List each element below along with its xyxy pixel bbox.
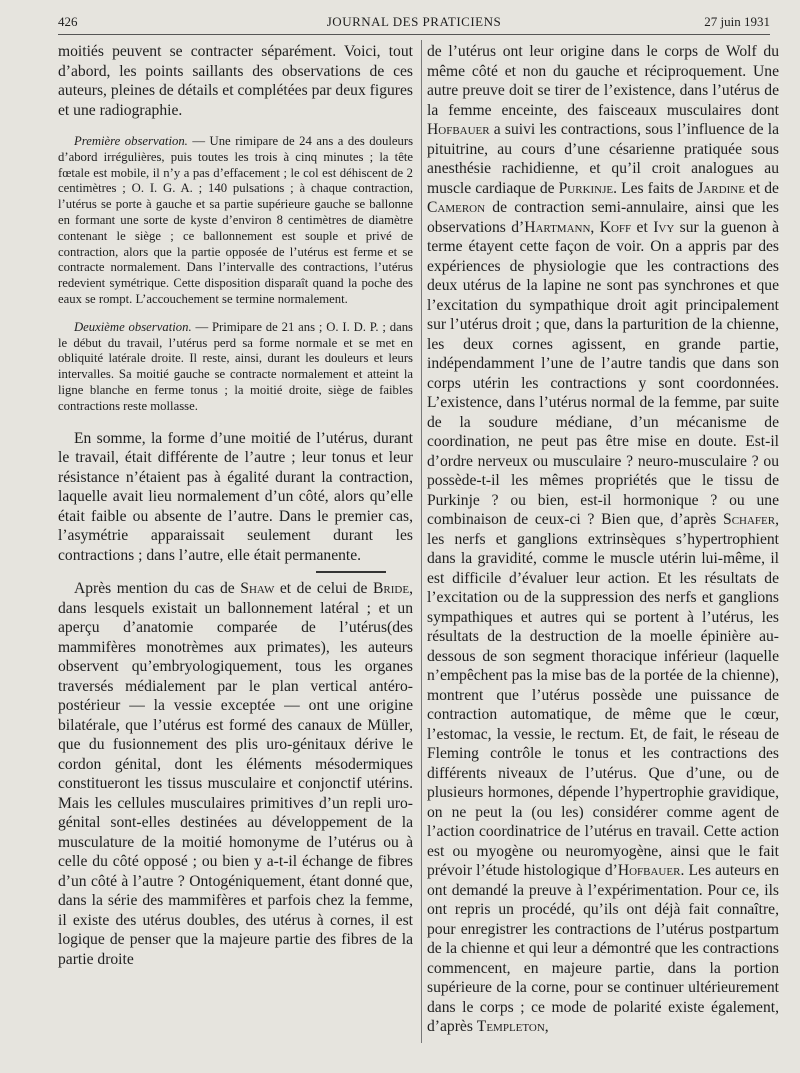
paragraph-continued: de l’utérus ont leur origine dans le corps de Wolf du même côté et non du gauche et réciproquement. Une autre preuve doit se tirer de l’existence, dans l’utérus de la femme enceinte, des faisceaux musculaires dont Hofbauer a suivi les contractions, sous l’influence de la pituitrine, au cours d’une césarienne pratiquée sous anesthésie rachidienne, et qu’il croit analogues au muscle cardiaque de Purkinje. Les faits de Jardine et de Cameron de contraction semi-annulaire, ainsi que les observations d’Hartmann, Koff et Ivy sur la guenon à terme étayent cette façon de voir. On a appris par des expériences de physiologie que les contractions des deux utérus de la lapine ne sont pas synchrones et que l’excitation du sympathique droit agit principalement sur l’utérus droit ; que, dans la parturition de la chienne, les deux cornes agissent, en grande partie, indépendamment l’une de l’autre tandis que dans son corps utérin les contractions y sont coordonnées. L’existence, dans l’utérus normal de la femme, par suite de la soudure médiane, d’un mécanisme de coordination, ne peut pas être mise en doute. Est-il d’ordre nerveux ou musculaire ? neuro-musculaire ? ou possède-t-il les mêmes propriétés que le tissu de Purkinje ? ou bien, est-il hormonique ? ou une combinaison de ceux-ci ? Bien que, d’après Schafer, les nerfs et ganglions extrinsèques s’hypertrophient dans la gravidité, comme le muscle utérin lui-même, il est difficile d’évaluer leur action. Et les résultats de l’excitation ou de la suppression des nerfs et ganglions sympathiques et autres qui se portent à l’utérus, les résultats de la destruction de la moelle épinière au-dessous de son segment thoracique inférieur (laquelle n’empêchent pas la mise bas de la portée de la chienne), montrent que l’utérus possède une puissance de contraction automatique, de même que le cœur, l’estomac, la vessie, le rectum. Et, de fait, le réseau de Fleming contrôle le tonus et les contractions des différents niveaux de l’utérus. Que d’une, ou de plusieurs hormones, dépende l’hypertrophie gravidique, on ne peut la (ou les) considérer comme agent de l’action coordinatrice de l’utérus en travail. Cette action est ou myogène ou neuromyogène, ainsi que le fait prévoir l’étude histologique d’Hofbauer. Les auteurs en ont demandé la preuve à l’expérimentation. Pour ce, ils ont repris un procédé, qu’ils ont déjà fait connaître, pour enregistrer les contractions de l’utérus postpartum de la chienne et qui leur a démontré que les contractions commencent, en majeure partie, dans la portion supérieure de la corne, pour se continuer ultérieurement dans le corps ; ce mode de polarité existe également, d’après Templeton, xyxy=(427,43,779,1035)
author-hartmann: Hartmann xyxy=(524,218,591,236)
author-ivy: Ivy xyxy=(653,218,675,236)
running-header xyxy=(58,14,770,34)
author-jardine: Jardine xyxy=(697,179,745,197)
column-divider xyxy=(421,40,422,1043)
author-koff: Koff xyxy=(599,218,632,236)
page-number: 426 xyxy=(58,14,78,29)
author-schafer: Schafer xyxy=(723,511,776,528)
paragraph-intro: moitiés peuvent se contracter séparément. Voici, tout d’abord, les points saillants des observations de ces auteurs, pleines de détails et complétées par deux figures et une radiographie. xyxy=(58,43,413,119)
paragraph-anatomy: Après mention du cas de Shaw et de celui de Bride, dans lesquels existait un ballonnement latéral ; et un aperçu d’anatomie comparée de l’utérus(des mammifères monotrèmes aux primates), les auteurs observent qu’embryologiquement, tous les organes traversés médialement par le plan vertical antéro-postérieur — la vessie exceptée — ont une origine bilatérale, que l’utérus est formé des canaux de Müller, que du fusionnement des plis uro-génitaux dérive le cordon génital, dont les éléments mésodermiques constitueront les tissus musculaire et conjonctif utérins. Mais les cellules musculaires primitives d’un repli uro-génital sont-elles destinées au développement de la musculature de la moitié homonyme de l’utérus ou à celle du côté opposé ; ou bien y a-t-il échange de fibres d’un côté à l’autre ? Ontogéniquement, étant donné que, dans la série des mammifères et parfois chez la femme, il existe des utérus doubles, des utérus à cornes, il est logique de penser que la majeure partie des fibres de la partie droite xyxy=(58,580,413,968)
author-hofbauer-2: Hofbauer xyxy=(617,862,681,879)
author-hofbauer: Hofbauer xyxy=(427,121,490,138)
issue-date: 27 juin 1931 xyxy=(704,14,770,29)
section-rule xyxy=(316,571,386,573)
observation-1-title: Première observation. xyxy=(74,134,188,148)
observation-1 xyxy=(58,134,413,308)
paragraph-summary: En somme, la forme d’une moitié de l’utérus, durant le travail, était différente de l’autre ; leur tonus et leur résistance n’étaient pas à égalité durant la contraction, laquelle avait lieu normalement d’un côté, alors qu’elle était faible ou absente de l’autre. Dans le premier cas, l’asymétrie apparaissait seulement durant les contractions ; dans l’autre, elle était permanente. xyxy=(58,429,413,564)
author-shaw: Shaw xyxy=(240,580,275,598)
left-column xyxy=(58,42,413,969)
right-column xyxy=(427,42,779,1037)
header-rule xyxy=(58,34,770,35)
author-purkinje: Purkinje xyxy=(558,179,614,197)
author-bride: Bride xyxy=(373,580,410,598)
author-templeton: Templeton xyxy=(476,1018,545,1035)
observation-2-title: Deuxième observation. xyxy=(74,319,192,334)
author-cameron: Cameron xyxy=(427,199,486,216)
journal-title: JOURNAL DES PRATICIENS xyxy=(326,14,502,29)
observation-1-text: — Une rimipare de 24 ans a des douleurs d’abord irrégulières, puis toutes les trois à cinq minutes ; la tête fœtale est mobile, il n’y a pas d’effacement ; le col est déhiscent de 2 centimètres ; O. I. G. A. ; 140 pulsations ; à chaque contraction, l’utérus se porte à gauche et sa partie supérieure gauche se ballonne en formant une sorte de kyste d’environ 8 centimètres de diamètre contenant le siège ; ce ballonnement est souple et privé de contraction, alors que la partie opposée de l’utérus est ferme et se contracte normalement. Dans l’intervalle des contractions, l’utérus redevient symétrique. Cette disposition disparaît quand la poche des eaux se rompt. L’accouchement se termine normalement. xyxy=(58,134,414,306)
observation-2 xyxy=(58,320,413,415)
observation-2-text: — Primipare de 21 ans ; O. I. D. P. ; dans le début du travail, l’utérus perd sa forme normale et se met en obliquité latérale droite. Il reste, ainsi, durant les douleurs et leurs intervalles. Sa moitié gauche se contracte normalement et atteint la ligne blanche en ferme tonus ; la moitié droite, siège de faibles contractions reste mollasse. xyxy=(58,319,413,413)
